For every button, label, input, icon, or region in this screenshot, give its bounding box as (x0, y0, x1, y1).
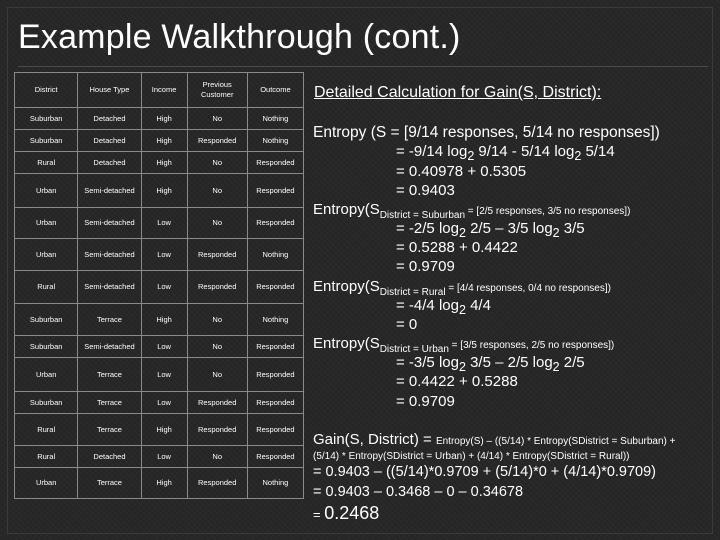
table-cell: Suburban (15, 392, 78, 414)
table-cell: Urban (15, 208, 78, 239)
table-cell: Suburban (15, 108, 78, 130)
table-cell: Low (141, 336, 187, 358)
entropy-s-result: = 0.9403 (396, 182, 455, 199)
table-cell: No (187, 174, 247, 208)
table-body (15, 108, 304, 499)
table-row (15, 358, 304, 392)
table-cell: Nothing (247, 108, 303, 130)
table-cell: Low (141, 208, 187, 239)
table-cell: High (141, 468, 187, 499)
table-cell: Responded (187, 468, 247, 499)
training-data-table (14, 72, 304, 499)
entropy-urban-step2: = 0.4422 + 0.5288 (396, 373, 518, 390)
table-cell: High (141, 174, 187, 208)
entropy-s-step1: = -9/14 $\log_2 9/14 - 5/14$ $\log_2 5/14$ (396, 143, 615, 163)
table-cell: Suburban (15, 304, 78, 336)
table-cell: Terrace (78, 392, 141, 414)
header-income: Income (141, 73, 187, 108)
gain-line-cont: (5/14) * Entropy(SDistrict = Urban) + (4/14) * Entropy(SDistrict = Rural)) (313, 451, 630, 462)
table-cell: Responded (187, 130, 247, 152)
table-cell: Low (141, 446, 187, 468)
table-cell: No (187, 336, 247, 358)
table-cell: Terrace (78, 468, 141, 499)
gain-result: = 0.2468 (313, 503, 380, 523)
table-cell: Nothing (247, 239, 303, 271)
entropy-urban-step1: = -3/5 $\log_2 3/5 - 2/5$ $\log_2 2/5$ (396, 354, 585, 374)
gain-step2: = 0.9403 – 0.3468 – 0 – 0.34678 (313, 484, 524, 500)
table-cell: Detached (78, 446, 141, 468)
table-row (15, 336, 304, 358)
table-cell: Urban (15, 468, 78, 499)
table-row (15, 239, 304, 271)
title-divider (18, 66, 708, 67)
header-district: District (15, 73, 78, 108)
table-cell: Responded (247, 392, 303, 414)
table-cell: Semi-detached (78, 239, 141, 271)
table-cell: Terrace (78, 358, 141, 392)
table-cell: Rural (15, 152, 78, 174)
table-row (15, 108, 304, 130)
table-cell: Low (141, 271, 187, 304)
table-cell: Responded (247, 414, 303, 446)
entropy-suburban-line: $Entropy(S_{District = Suburban} = [2/5$ responses, 3/5 no responses]) (313, 201, 631, 221)
table-cell: Responded (187, 392, 247, 414)
table-row (15, 414, 304, 446)
table-cell: High (141, 108, 187, 130)
table-cell: Low (141, 392, 187, 414)
entropy-s-step2: = 0.40978 + 0.5305 (396, 163, 527, 180)
table-cell: Detached (78, 130, 141, 152)
table-cell: Suburban (15, 130, 78, 152)
table-cell: Detached (78, 152, 141, 174)
table-row (15, 304, 304, 336)
table-cell: Suburban (15, 336, 78, 358)
table-cell: High (141, 414, 187, 446)
table-cell: Responded (187, 271, 247, 304)
table-row (15, 271, 304, 304)
table-row (15, 130, 304, 152)
table-cell: Responded (247, 336, 303, 358)
table-row (15, 446, 304, 468)
entropy-rural-line: $Entropy(S_{District = Rural} = [4/4$ responses, 0/4 no responses]) (313, 278, 611, 298)
table-cell: Nothing (247, 304, 303, 336)
table-cell: No (187, 358, 247, 392)
entropy-urban-result: = 0.9709 (396, 393, 455, 410)
table-cell: Nothing (247, 130, 303, 152)
table-row (15, 208, 304, 239)
table-cell: Semi-detached (78, 174, 141, 208)
table-cell: No (187, 108, 247, 130)
table-cell: Urban (15, 358, 78, 392)
calculation-heading: Detailed Calculation for Gain(S, District): (314, 84, 602, 101)
table-cell: No (187, 446, 247, 468)
entropy-urban-line: $Entropy(S_{District = Urban} = [3/5$ responses, 2/5 no responses]) (313, 335, 615, 355)
table-row (15, 152, 304, 174)
table-cell: Semi-detached (78, 271, 141, 304)
table-cell: Low (141, 239, 187, 271)
table-cell: Rural (15, 271, 78, 304)
table-cell: Responded (187, 239, 247, 271)
slide-title: Example Walkthrough (cont.) (18, 18, 461, 56)
table-cell: High (141, 152, 187, 174)
table-cell: Detached (78, 108, 141, 130)
table-cell: Rural (15, 446, 78, 468)
table-cell: Responded (247, 152, 303, 174)
table-cell: Responded (187, 414, 247, 446)
table-cell: No (187, 208, 247, 239)
table-cell: Nothing (247, 468, 303, 499)
table-cell: Rural (15, 414, 78, 446)
header-house-type: House Type (78, 73, 141, 108)
table-row (15, 174, 304, 208)
table-cell: Responded (247, 358, 303, 392)
table-header-row (15, 73, 304, 108)
table-cell: Urban (15, 174, 78, 208)
gain-line: Gain(S, District) = Entropy(S) – ((5/14) * Entropy(SDistrict = Suburban) + (313, 431, 676, 448)
table-cell: No (187, 152, 247, 174)
table-cell: No (187, 304, 247, 336)
gain-step1: = 0.9403 – ((5/14)*0.9709 + (5/14)*0 + (4/14)*0.9709) (313, 464, 657, 480)
table-cell: Responded (247, 174, 303, 208)
table-cell: High (141, 130, 187, 152)
header-outcome: Outcome (247, 73, 303, 108)
entropy-suburban-result: = 0.9709 (396, 258, 455, 275)
entropy-rural-result: = 0 (396, 316, 418, 333)
table-cell: Responded (247, 271, 303, 304)
table-cell: Responded (247, 446, 303, 468)
entropy-suburban-step1: = -2/5 $\log_2 2/5 - 3/5$ $\log_2 3/5$ (396, 220, 585, 240)
table-cell: Semi-detached (78, 208, 141, 239)
table-row (15, 468, 304, 499)
header-previous-customer: Previous Customer (187, 73, 247, 108)
table-cell: Terrace (78, 414, 141, 446)
entropy-s-line: Entropy (S = [9/14 responses, 5/14 no responses]) (313, 124, 660, 141)
entropy-suburban-step2: = 0.5288 + 0.4422 (396, 239, 518, 256)
table-cell: Terrace (78, 304, 141, 336)
table-row (15, 392, 304, 414)
table-cell: Urban (15, 239, 78, 271)
entropy-rural-step1: = -4/4 $\log_2 4/4$ (396, 297, 491, 317)
table-cell: High (141, 304, 187, 336)
table-cell: Responded (247, 208, 303, 239)
table-cell: Low (141, 358, 187, 392)
table-cell: Semi-detached (78, 336, 141, 358)
